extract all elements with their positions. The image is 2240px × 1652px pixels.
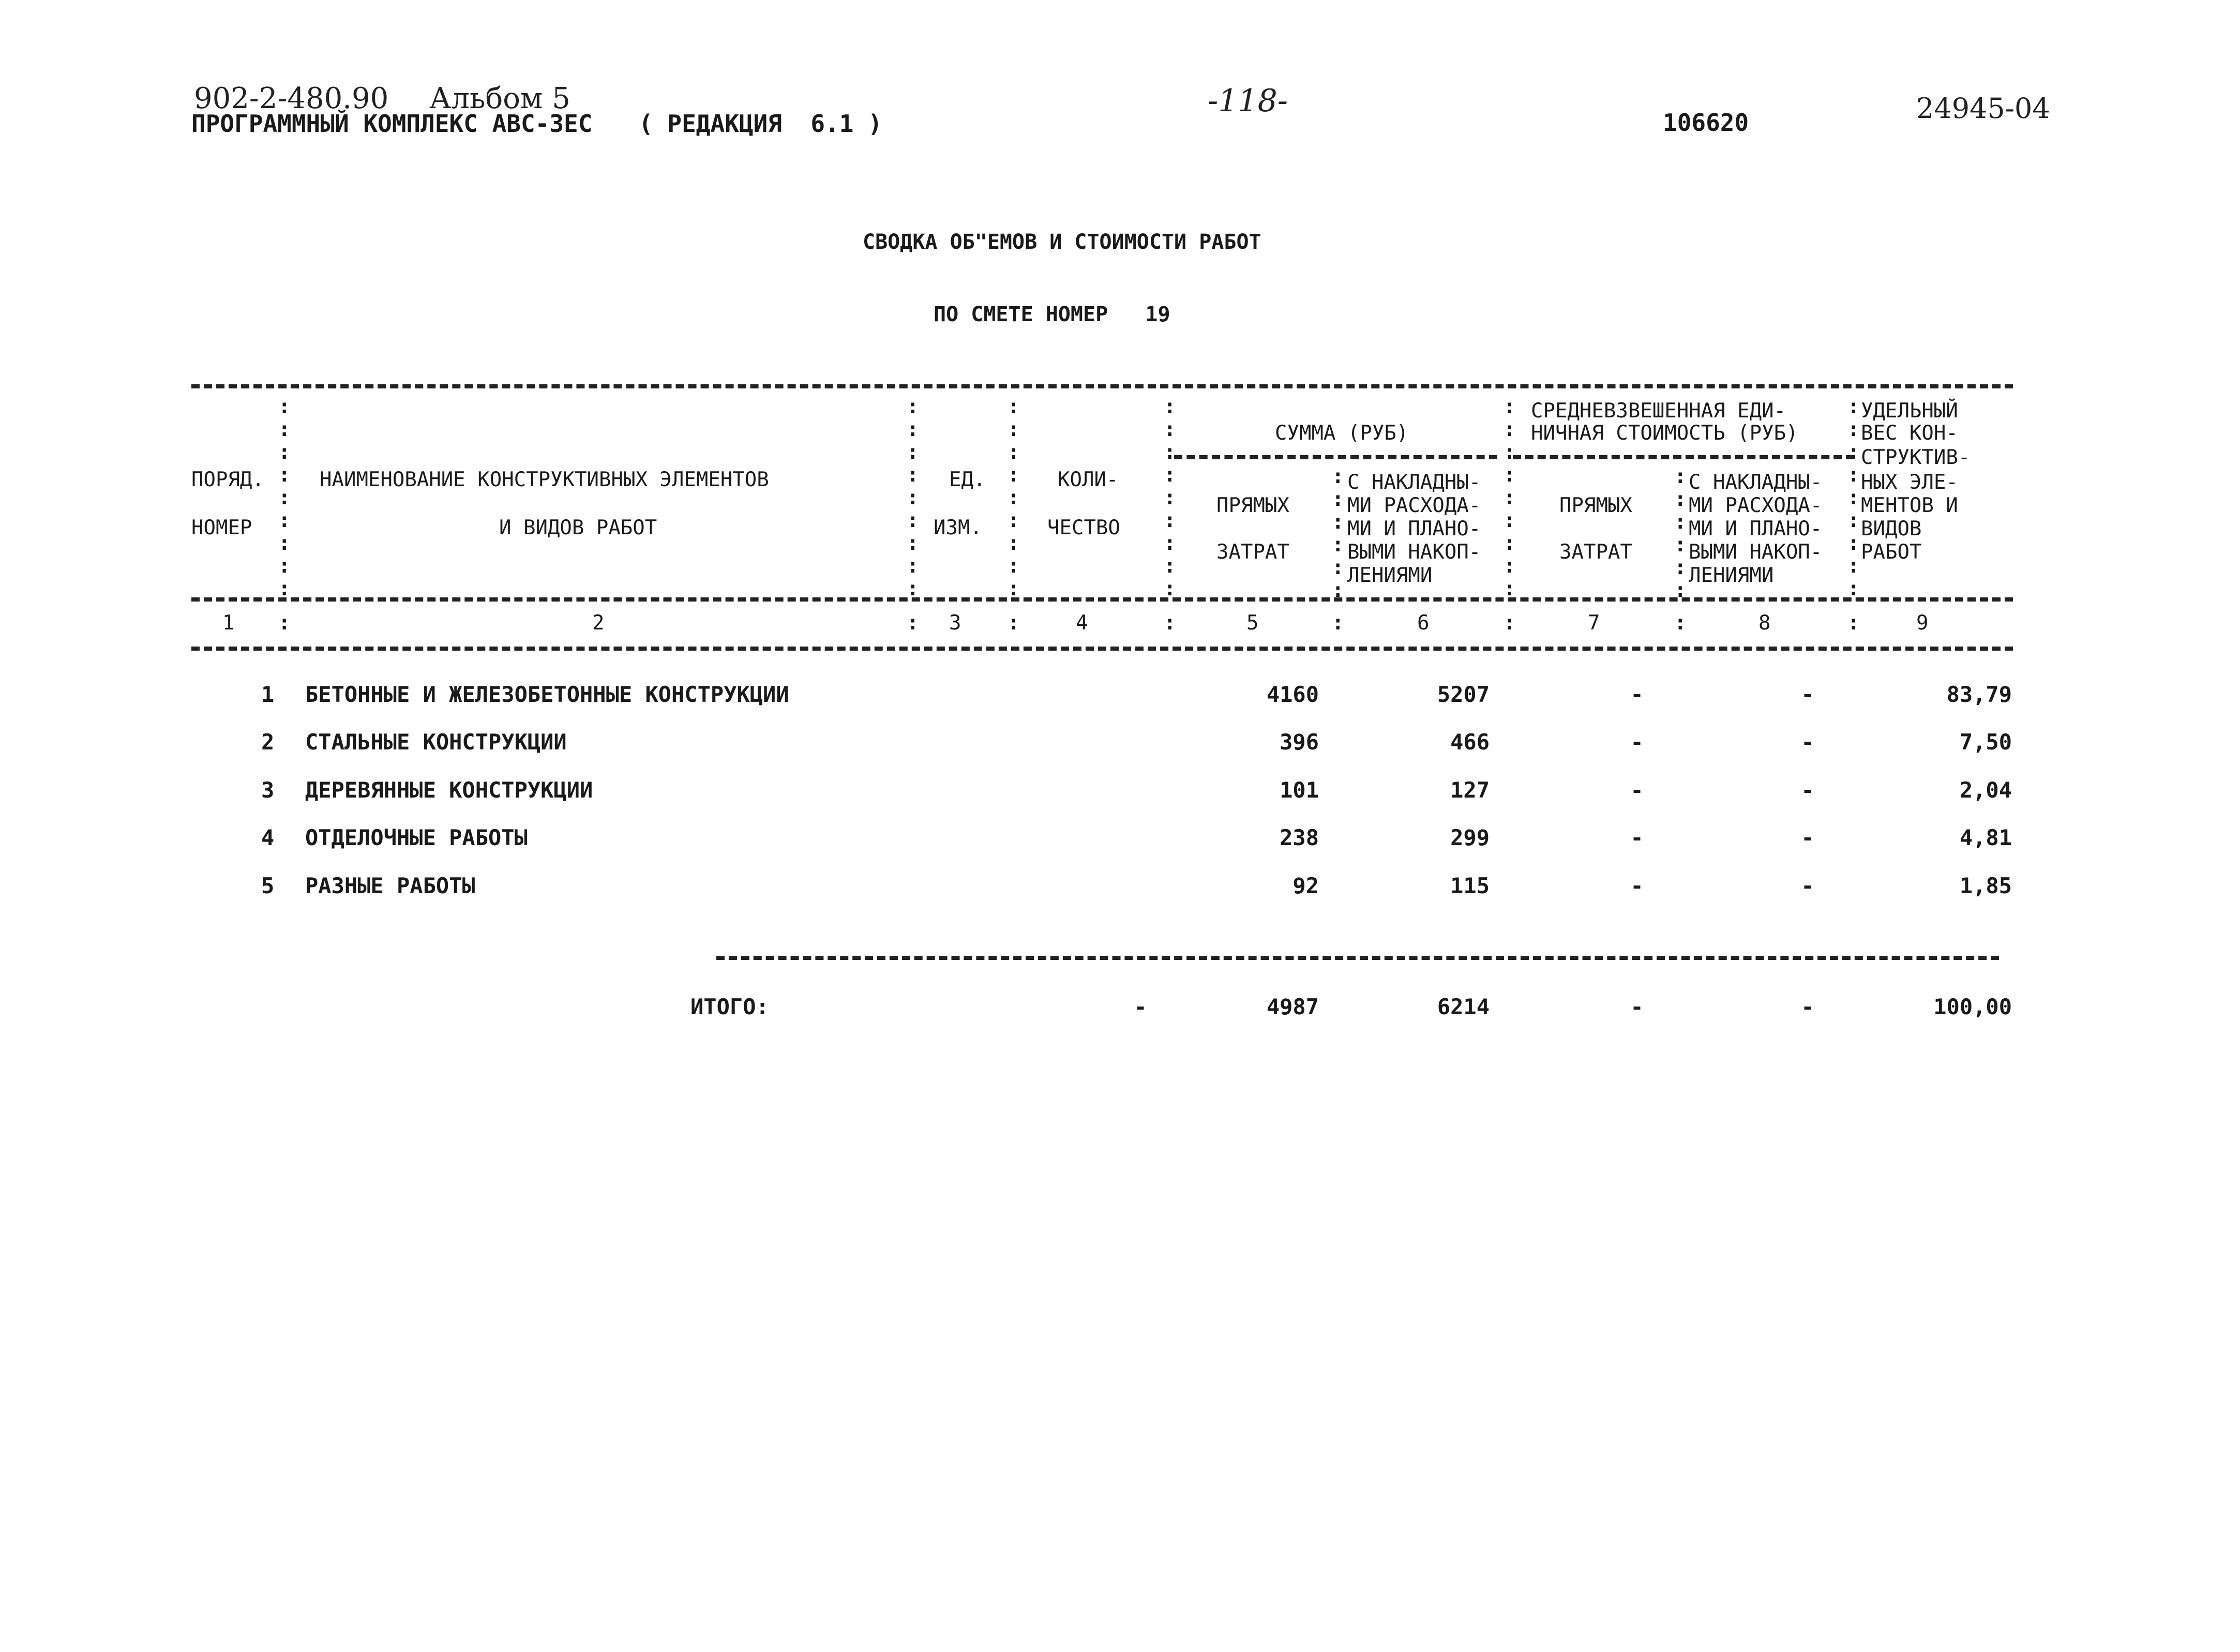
col-separator: : : : : : : [1674,465,1687,602]
row-share: 83,79 [1946,682,2012,707]
col1-header-l2: НОМЕР [191,516,252,539]
col-separator: : [1008,611,1020,635]
row-direct-cost: 238 [1280,825,1319,850]
col6-header-l4: ВЫМИ НАКОП- [1347,540,1481,564]
col-number-2: 2 [592,611,605,635]
program-name: ПРОГРАММНЫЙ КОМПЛЕКС АВС-ЗЕС [191,110,593,138]
row-number: 1 [261,682,275,707]
col9-header-l4: НЫХ ЭЛЕ- [1861,471,1958,494]
col-separator: : : : : : : : : : [1504,395,1516,600]
col3-header-l2: ИЗМ. [934,516,982,539]
total-avg-overhead: - [1801,994,1814,1019]
col-separator: : : : : : : : : : [1847,395,1860,600]
row-name: РАЗНЫЕ РАБОТЫ [305,873,475,898]
col9-header-l2: ВЕС КОН- [1861,422,1958,445]
col2-header-l1: НАИМЕНОВАНИЕ КОНСТРУКТИВНЫХ ЭЛЕМЕНТОВ [320,468,769,491]
col-separator: : [907,611,919,635]
col7-header-l2: ЗАТРАТ [1559,540,1632,564]
col6-header-l2: МИ РАСХОДА- [1347,494,1481,517]
col-separator: : [1674,611,1687,635]
total-avg-direct: - [1630,994,1644,1019]
row-avg-direct: - [1630,682,1644,707]
col-number-5: 5 [1246,611,1259,635]
col5-header-l2: ЗАТРАТ [1216,540,1289,564]
col9-header-l3: СТРУКТИВ- [1861,446,1971,469]
row-overhead-cost: 466 [1450,729,1490,755]
col5-header-l1: ПРЯМЫХ [1216,494,1289,517]
row-direct-cost: 4160 [1266,682,1319,707]
col-separator: : [1332,611,1344,635]
col8-header-l4: ВЫМИ НАКОП- [1689,540,1823,564]
col8-header-l2: МИ РАСХОДА- [1689,494,1823,517]
doc-code: 902-2-480.90 [194,82,389,115]
col9-header-l1: УДЕЛЬНЫЙ [1861,399,1958,423]
col-separator: : : : : : : : : : [1008,395,1020,600]
row-number: 2 [261,729,275,755]
col4-header-l2: ЧЕСТВО [1047,516,1120,539]
row-overhead-cost: 299 [1450,825,1490,850]
row-number: 4 [261,825,275,850]
row-share: 2,04 [1959,777,2012,803]
total-direct-cost: 4987 [1266,994,1319,1019]
col8-header-l3: МИ И ПЛАНО- [1689,517,1823,540]
col-number-1: 1 [222,611,235,635]
col-separator: : : : : : : : : : [1164,395,1176,600]
col6-header-l1: С НАКЛАДНЫ- [1347,471,1481,494]
total-rule [716,956,1999,960]
document-subtitle: ПО СМЕТЕ НОМЕР 19 [934,303,1170,326]
sum-group-rule [1174,455,1497,459]
col-number-8: 8 [1758,611,1771,635]
col-separator: : [1504,611,1516,635]
col-separator: : [1847,611,1860,635]
col-number-9: 9 [1916,611,1929,635]
col9-header-l7: РАБОТ [1861,540,1922,564]
edition-label: ( РЕДАКЦИЯ 6.1 ) [639,110,882,138]
col6-header-l5: ЛЕНИЯМИ [1347,564,1433,587]
total-overhead-cost: 6214 [1437,994,1490,1019]
row-overhead-cost: 127 [1450,777,1490,803]
col-separator: : : : : : : [1332,465,1344,602]
col-separator: : : : : : : : : : [907,395,919,600]
row-avg-direct: - [1630,825,1644,850]
col1-header-l1: ПОРЯД. [191,468,264,491]
code-24945: 24945-04 [1916,92,2050,125]
col3-header-l1: ЕД. [949,468,986,491]
row-name: ДЕРЕВЯННЫЕ КОНСТРУКЦИИ [305,777,593,803]
total-label: ИТОГО: [690,994,769,1019]
col-separator: : [1164,611,1176,635]
row-name: СТАЛЬНЫЕ КОНСТРУКЦИИ [305,729,567,755]
code-106620: 106620 [1663,109,1749,137]
row-share: 1,85 [1959,873,2012,898]
col-number-4: 4 [1076,611,1088,635]
col-number-7: 7 [1588,611,1600,635]
col6-header-l3: МИ И ПЛАНО- [1347,517,1481,540]
row-avg-direct: - [1630,729,1644,755]
col2-header-l2: И ВИДОВ РАБОТ [499,516,657,539]
col8-header-l1: С НАКЛАДНЫ- [1689,471,1823,494]
row-direct-cost: 101 [1280,777,1319,803]
col-separator: : : : : : : : : : [278,395,291,600]
total-qty: - [1134,994,1147,1019]
page-number: -118- [1208,83,1288,119]
row-avg-direct: - [1630,873,1644,898]
row-avg-overhead: - [1801,682,1814,707]
row-avg-overhead: - [1801,777,1814,803]
row-share: 4,81 [1959,825,2012,850]
col-separator: : [278,611,291,635]
album-label: Альбом 5 [429,82,570,115]
table-top-rule [191,384,2013,388]
row-avg-overhead: - [1801,873,1814,898]
total-share: 100,00 [1933,994,2012,1019]
avg-group-header-l1: СРЕДНЕВЗВЕШЕННАЯ ЕДИ- [1531,399,1786,423]
avg-group-header-l2: НИЧНАЯ СТОИМОСТЬ (РУБ) [1531,422,1798,445]
col7-header-l1: ПРЯМЫХ [1559,494,1632,517]
row-avg-direct: - [1630,777,1644,803]
col-number-3: 3 [949,611,961,635]
row-name: БЕТОННЫЕ И ЖЕЛЕЗОБЕТОННЫЕ КОНСТРУКЦИИ [305,682,789,707]
row-avg-overhead: - [1801,825,1814,850]
row-name: ОТДЕЛОЧНЫЕ РАБОТЫ [305,825,528,850]
sum-group-header: СУММА (РУБ) [1275,422,1409,445]
col4-header-l1: КОЛИ- [1058,468,1119,491]
document-title: СВОДКА ОБ"ЕМОВ И СТОИМОСТИ РАБОТ [863,230,1261,254]
col8-header-l5: ЛЕНИЯМИ [1689,564,1774,587]
row-number: 3 [261,777,275,803]
avg-group-rule [1513,455,1854,459]
row-number: 5 [261,873,275,898]
row-share: 7,50 [1959,729,2012,755]
row-avg-overhead: - [1801,729,1814,755]
col-number-6: 6 [1417,611,1430,635]
row-direct-cost: 396 [1280,729,1319,755]
row-overhead-cost: 5207 [1437,682,1490,707]
col-numbers-rule [191,647,2013,651]
row-overhead-cost: 115 [1450,873,1490,898]
col9-header-l6: ВИДОВ [1861,517,1922,540]
col9-header-l5: МЕНТОВ И [1861,494,1958,517]
header-bottom-rule [191,597,2013,602]
row-direct-cost: 92 [1292,873,1319,898]
